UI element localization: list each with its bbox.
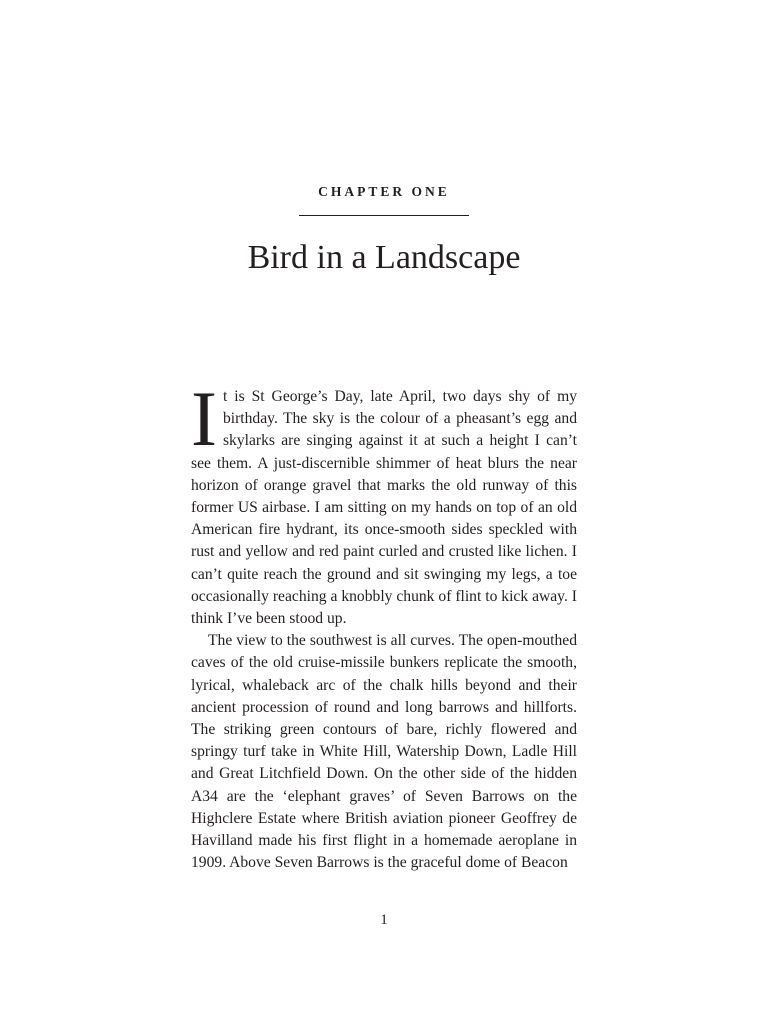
chapter-title: Bird in a Landscape: [247, 239, 521, 276]
paragraph-1-text: t is St George’s Day, late April, two days shy of my birthday. The sky is the colour of a pheasant’s egg and skylarks are singing against it at such a height I can’t see them. A just-discernible shimmer of heat blurs the near horizon of orange gravel that marks the old runway of this former US airbase. I am sitting on my hands on top of an old American fire hydrant, its once-smooth sides speckled with rust and yellow and red paint curled and crusted like lichen. I can’t quite reach the ground and sit swinging my legs, a toe occasionally reaching a knobbly chunk of flint to kick away. I think I’ve been stood up.: [191, 388, 577, 628]
paragraph: [191, 375, 577, 630]
chapter-divider: [299, 215, 469, 216]
body-text: [191, 375, 577, 874]
paragraph-2-text: The view to the southwest is all curves. The open-mouthed caves of the old cruise-missile bunkers replicate the smooth, lyrical, whaleback arc of the chalk hills beyond and their ancient procession of round and long barrows and hillforts. The striking green contours of bare, richly flowered and springy turf take in White Hill, Watership Down, Ladle Hill and Great Litchfield Down. On the other side of the hidden A34 are the ‘elephant graves’ of Seven Barrows on the Highclere Estate where British aviation pioneer Geoffrey de Havilland made his first flight in a homemade aeroplane in 1909. Above Seven Barrows is the graceful dome of Beacon: [191, 632, 577, 872]
page-number: 1: [380, 912, 388, 928]
paragraph: [191, 630, 577, 874]
drop-cap: I: [191, 375, 217, 462]
chapter-label: CHAPTER ONE: [318, 184, 450, 199]
